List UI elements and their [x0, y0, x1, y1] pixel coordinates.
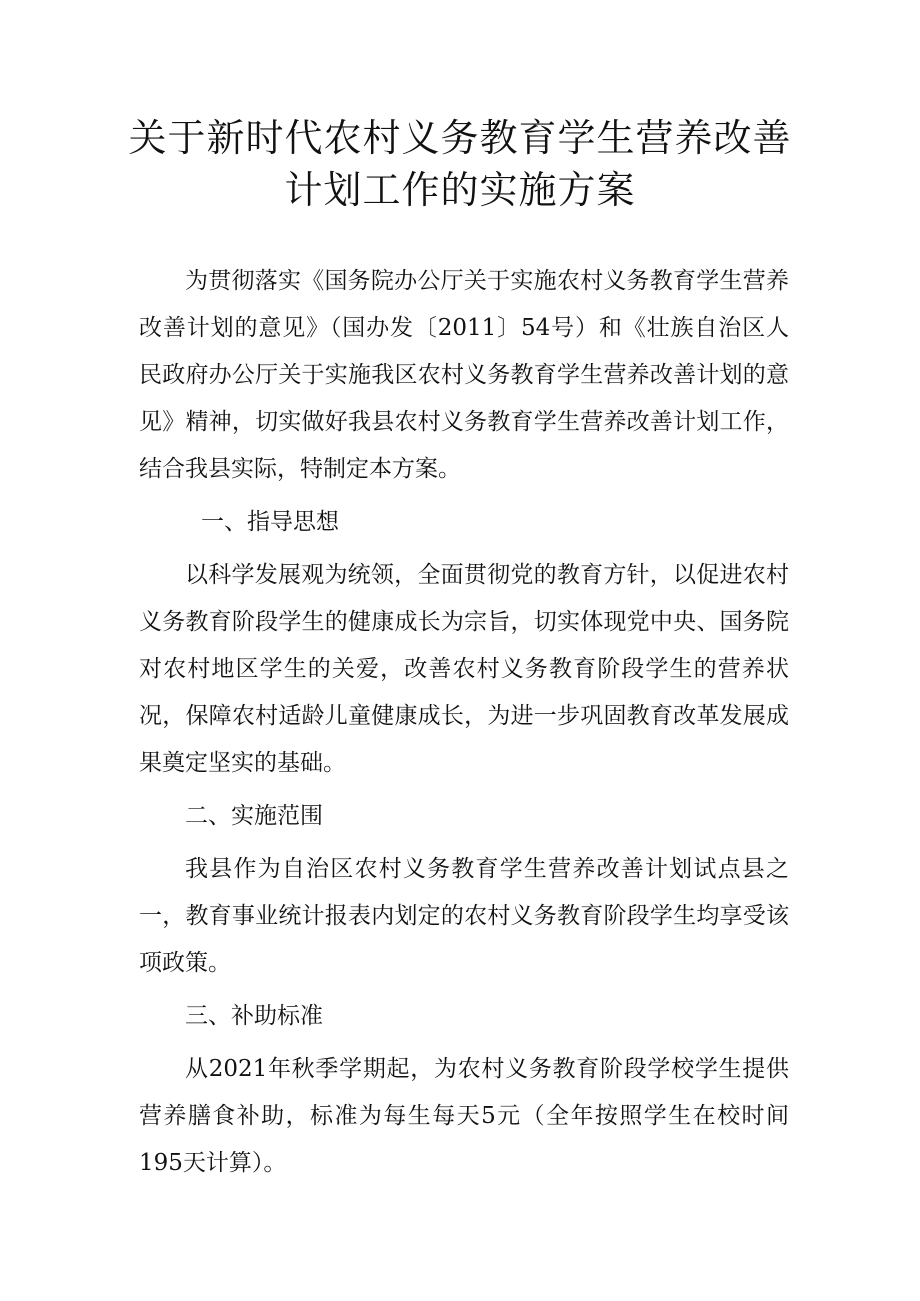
section-paragraph: 以科学发展观为统领，全面贯彻党的教育方针，以促进农村义务教育阶段学生的健康成长为宗旨，切实体现党中央、国务院对农村地区学生的关爱，改善农村义务教育阶段学生的营养状况，保障农村适龄儿童健康成长，为进一步巩固教育改革发展成果奠定坚实的基础。: [139, 562, 789, 776]
section-paragraph: 我县作为自治区农村义务教育学生营养改善计划试点县之一，教育事业统计报表内划定的农村义务教育阶段学生均享受该项政策。: [139, 856, 789, 976]
section-heading: 一、指导思想: [201, 509, 339, 535]
intro-paragraph: 为贯彻落实《国务院办公厅关于实施农村义务教育学生营养改善计划的意见》（国办发〔2011〕54号）和《壮族自治区人民政府办公厅关于实施我区农村义务教育学生营养改善计划的意见》精神，切实做好我县农村义务教育学生营养改善计划工作，结合我县实际，特制定本方案。: [139, 268, 789, 482]
page-title: 关于新时代农村义务教育学生营养改善计划工作的实施方案: [128, 116, 792, 212]
section-heading: 三、补助标准: [185, 1003, 323, 1029]
document-body: [139, 258, 789, 1187]
section-paragraph: 从2021年秋季学期起，为农村义务教育阶段学校学生提供营养膳食补助，标准为每生每天5元（全年按照学生在校时间195天计算）。: [139, 1056, 789, 1176]
section-heading: 二、实施范围: [185, 803, 323, 829]
